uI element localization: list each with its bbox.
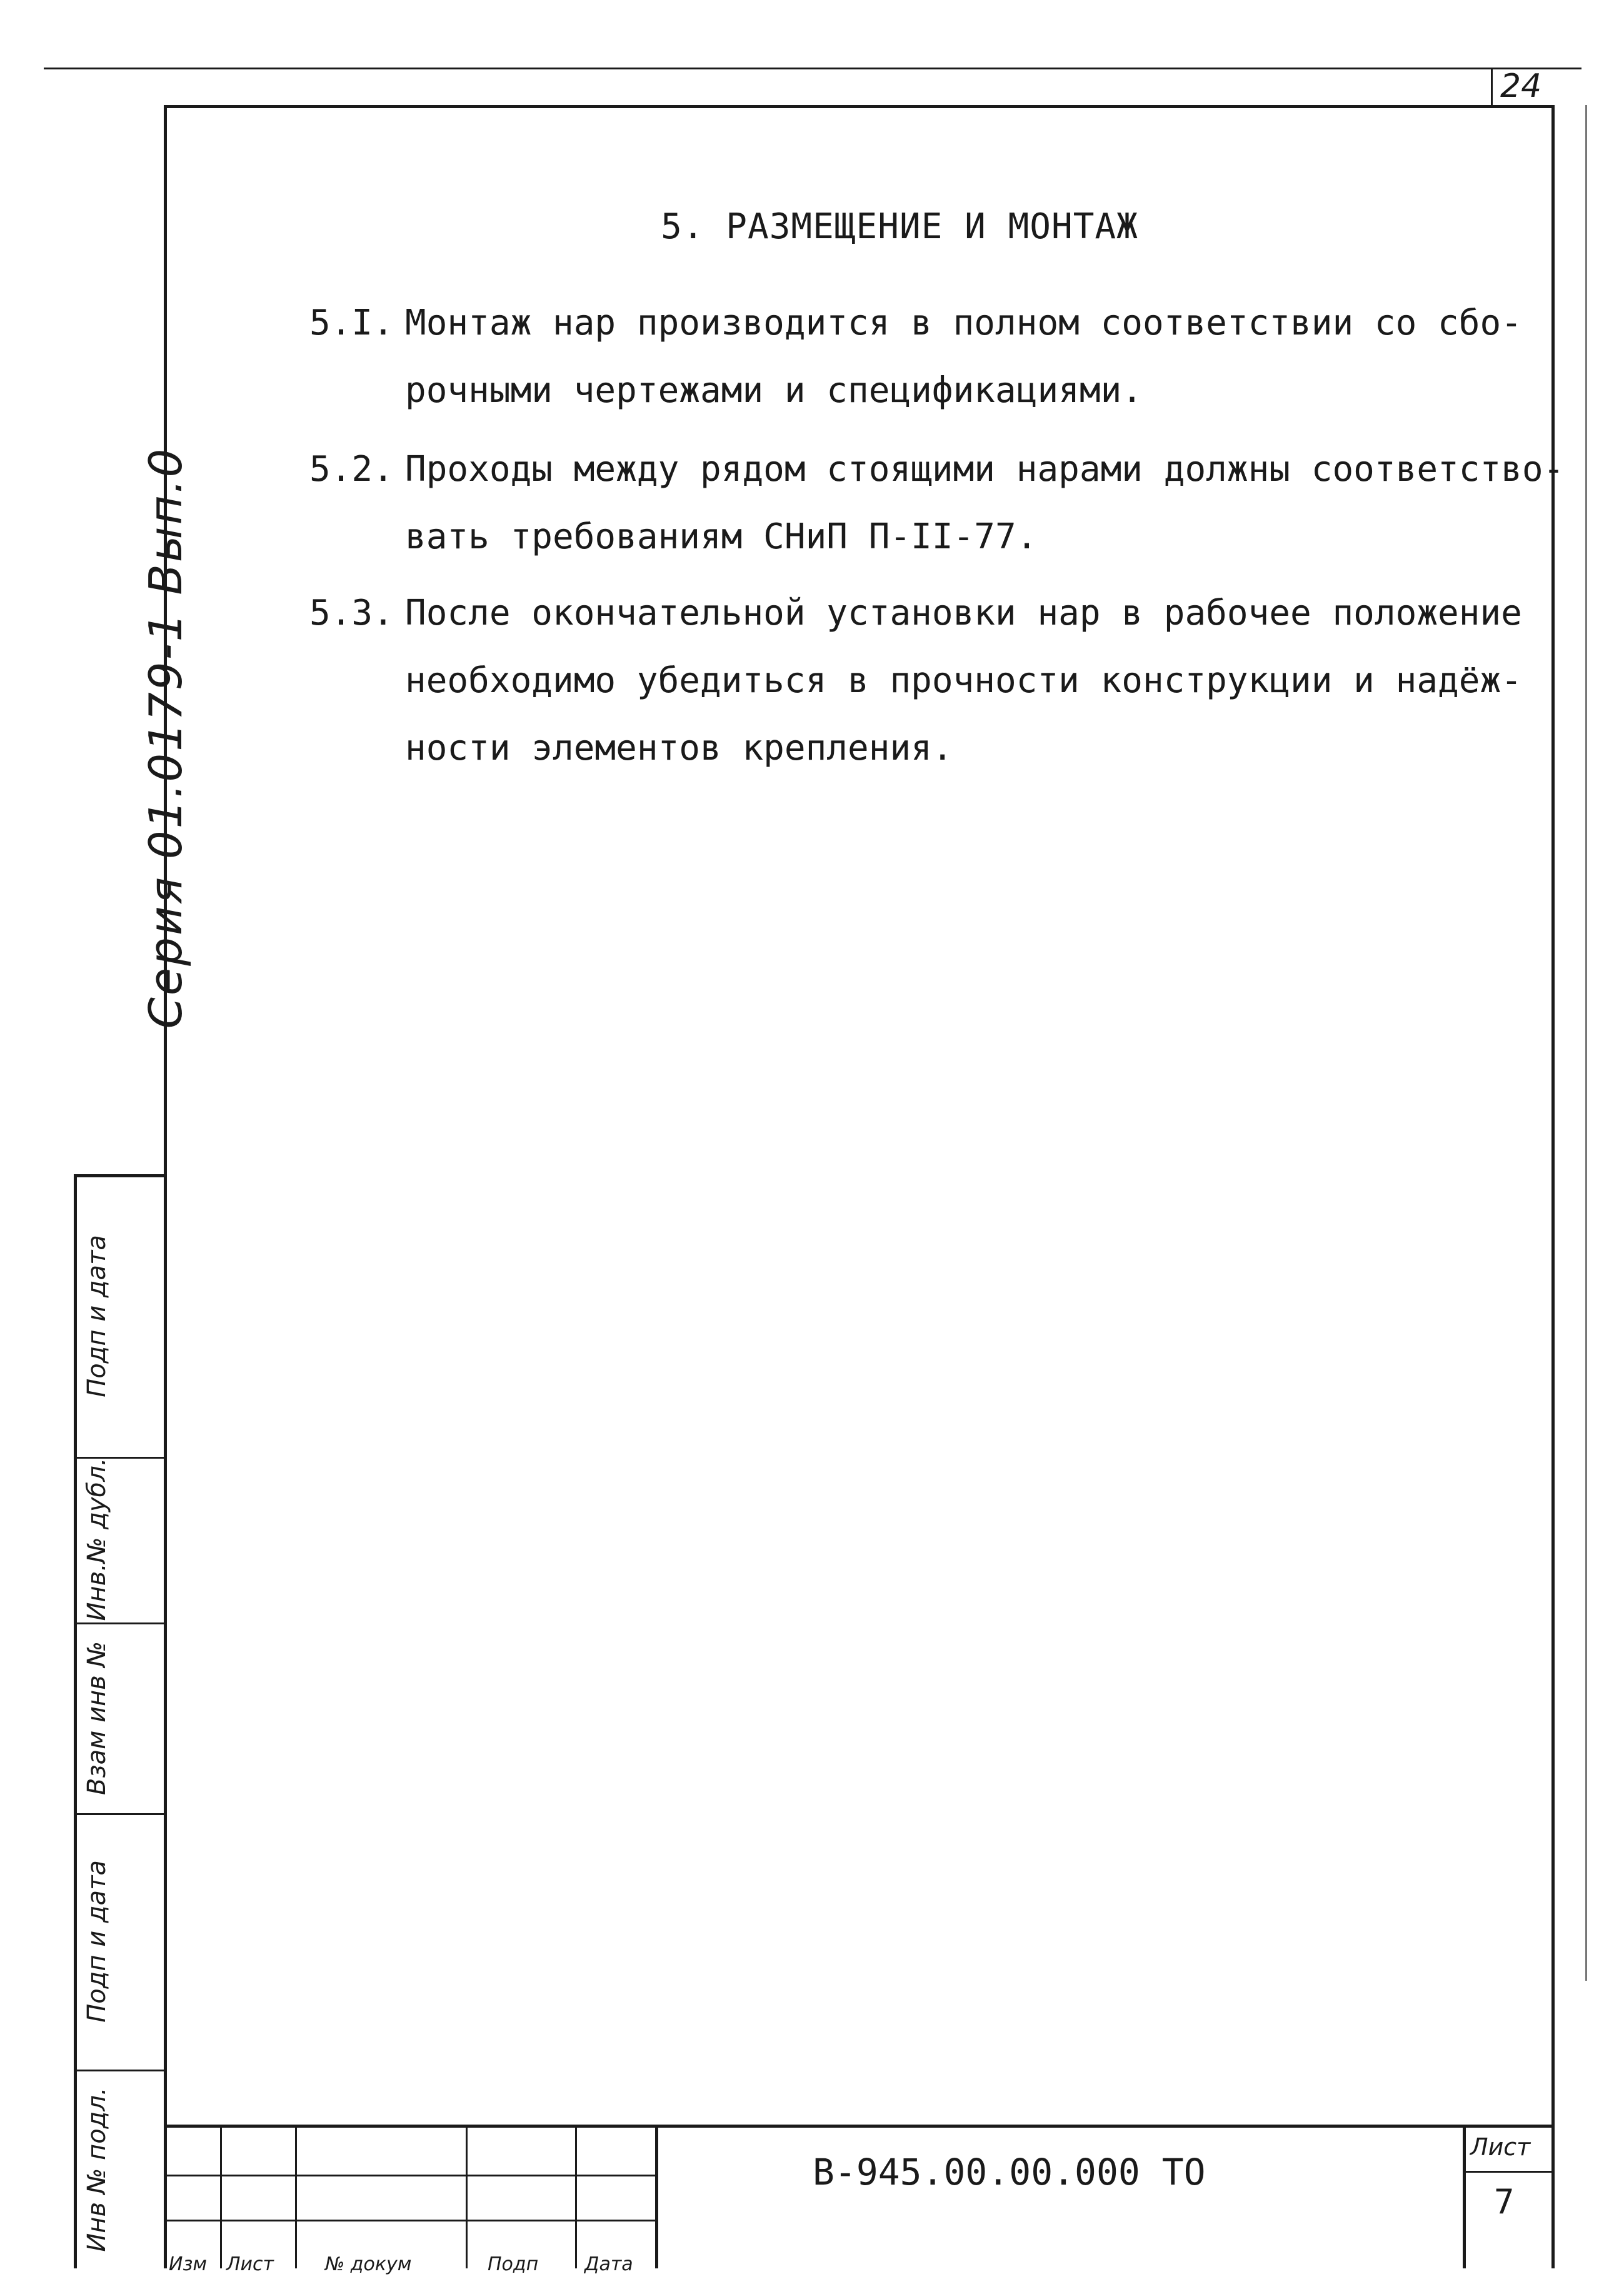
side-cell-replace-inv: Взам инв № [83, 1641, 111, 1796]
side-strip-divider [74, 1622, 165, 1624]
sheet-box-left [1463, 2125, 1466, 2268]
title-block-row [164, 2175, 658, 2176]
column-header-doc-number: № докум [325, 2253, 412, 2275]
frame-right [1551, 105, 1555, 2268]
series-label: Серия 01.0179-1 Вып.0 [139, 446, 192, 1029]
section-heading: 5. РАЗМЕЩЕНИЕ И МОНТАЖ [661, 206, 1138, 247]
paragraph-number: 5.3. [309, 593, 394, 633]
sheet-label: Лист [1470, 2133, 1531, 2161]
paragraph-number: 5.2. [309, 449, 394, 490]
side-strip-left [74, 1174, 77, 2268]
paragraph-line: ности элементов крепления. [405, 728, 953, 768]
paragraph-line: Монтаж нар производится в полном соответствии со сбо- [405, 303, 1522, 343]
column-header-date: Дата [584, 2253, 633, 2275]
paragraph-number: 5.I. [309, 303, 394, 343]
title-block-col [655, 2125, 658, 2268]
title-block-col [575, 2125, 577, 2268]
side-strip-top [74, 1174, 165, 1177]
paragraph-line: вать требованиям СНиП П-II-77. [405, 516, 1038, 557]
title-block-col [295, 2125, 297, 2268]
side-strip-divider [74, 2070, 165, 2071]
title-block-col [466, 2125, 468, 2268]
column-header-signature: Подп [488, 2253, 539, 2275]
paragraph-line: рочными чертежами и спецификациями. [405, 370, 1143, 411]
outer-right-edge [1585, 105, 1587, 1981]
corner-box-left [1491, 69, 1493, 106]
paragraph-line: После окончательной установки нар в рабочее положение [405, 593, 1522, 633]
side-cell-sign-date: Подп и дата [83, 1235, 111, 1397]
title-block-row [164, 2220, 658, 2221]
frame-left [164, 105, 167, 2268]
sheet-number: 7 [1494, 2182, 1515, 2221]
side-strip-divider [74, 1813, 165, 1815]
paragraph-line: необходимо убедиться в прочности конструкции и надёж- [405, 660, 1522, 701]
page-corner-number: 24 [1500, 68, 1542, 105]
title-block-top [164, 2125, 1555, 2128]
column-header-sheet: Лист [226, 2253, 274, 2275]
document-number: В-945.00.00.000 ТО [813, 2151, 1206, 2193]
frame-top [164, 105, 1555, 108]
column-header-change: Изм [169, 2253, 208, 2275]
paragraph-line: Проходы между рядом стоящими нарами должны соответство- [405, 449, 1565, 490]
title-block-col [220, 2125, 222, 2268]
side-cell-original-inv: Инв № подл. [83, 2087, 111, 2252]
sheet-box-divider [1463, 2171, 1553, 2173]
top-border-line [44, 68, 1581, 69]
side-cell-dup-inv: Инв.№ дубл. [83, 1457, 111, 1621]
side-cell-sign-date-2: Подп и дата [83, 1860, 111, 2023]
